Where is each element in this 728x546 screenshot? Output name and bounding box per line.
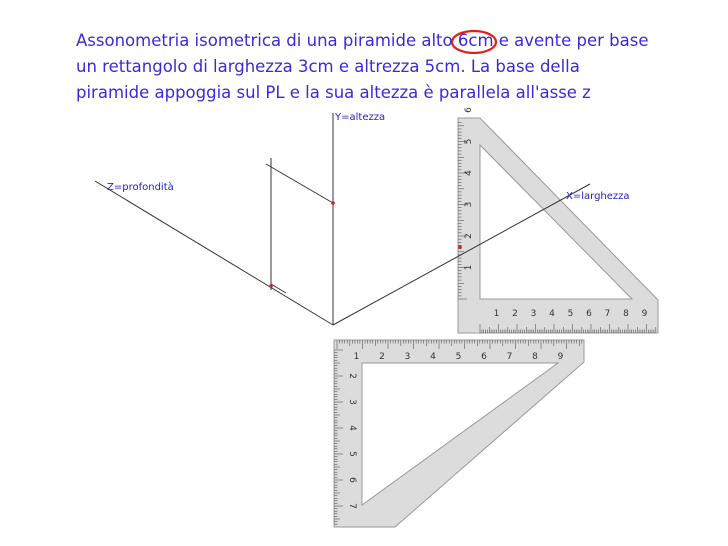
scale-number: 9 [641,309,648,319]
scale-number: 2 [347,373,357,379]
y-axis-label: Y=altezza [335,112,386,123]
scale-number: 9 [557,352,564,362]
scale-number: 5 [347,451,357,457]
scale-number: 4 [464,170,474,176]
scale-number: 3 [530,309,537,319]
set-square-2 [334,340,584,527]
scale-number: 4 [430,352,436,362]
construction-line-slant [266,164,333,203]
scale-number: 3 [464,201,474,208]
scale-number: 5 [567,309,574,319]
scale-number: 8 [532,352,538,362]
x-axis-label: X=larghezza [566,191,630,202]
point-y [331,201,335,205]
scale-number: 6 [347,477,357,483]
scale-number: 8 [623,309,629,319]
scale-number: 7 [506,352,513,362]
point-z [269,284,273,288]
scale-number: 3 [347,399,357,405]
scale-number: 6 [586,309,592,319]
set-square-2-body [334,340,584,527]
scale-number: 2 [379,352,385,362]
scale-number: 2 [512,309,518,319]
scale-number: 1 [464,264,474,271]
z-axis [95,181,333,325]
scale-number: 4 [549,309,555,319]
scale-number: 5 [455,352,462,362]
scale-number: 1 [493,309,500,319]
scale-number: 3 [404,352,411,362]
set-square-1-body [458,118,658,333]
z-axis-label: Z=profondità [107,182,174,193]
point-x [458,245,462,249]
set-square-1 [458,107,658,333]
scale-number: 6 [464,107,474,113]
scale-number: 1 [353,352,360,362]
highlight-ring [452,31,496,53]
scale-number: 7 [347,503,357,509]
title-line-3: piramide appoggia sul PL e la sua altezza è parallela all'asse z [76,83,591,102]
scale-number: 4 [347,425,357,431]
title-line-1: Assonometria isometrica di una piramide alto 6cm e avente per base [76,31,649,50]
title-line-2: un rettangolo di larghezza 3cm e altrezza 5cm. La base della [76,57,580,76]
scale-number: 5 [464,138,474,145]
scale-number: 7 [604,309,611,319]
scale-number: 2 [464,233,474,239]
scale-number: 6 [481,352,487,362]
